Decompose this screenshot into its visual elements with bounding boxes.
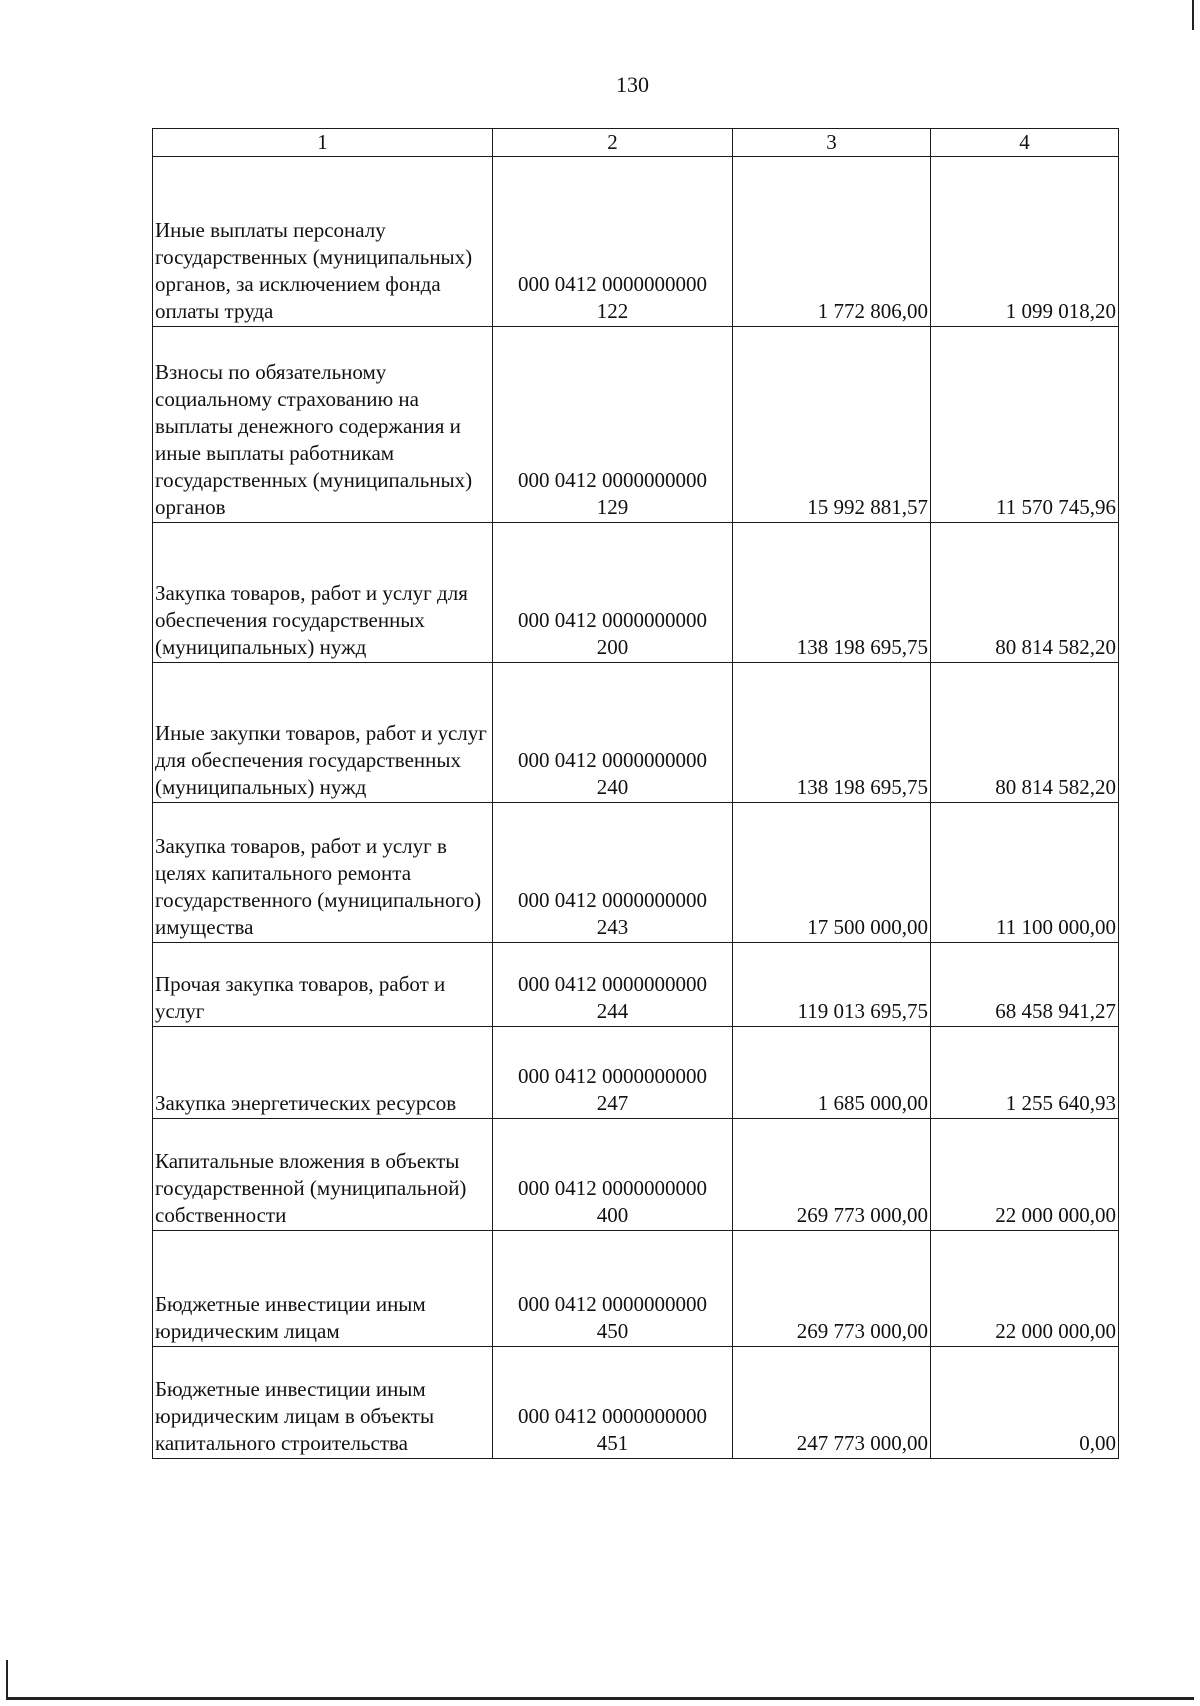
column-header-2: 2 bbox=[493, 129, 733, 157]
table-row bbox=[153, 1347, 1119, 1459]
code-main: 000 0412 0000000000 bbox=[518, 888, 707, 912]
table-row bbox=[153, 803, 1119, 943]
scan-edge-top bbox=[1192, 0, 1194, 30]
code-type: 451 bbox=[596, 1431, 629, 1455]
code-type: 450 bbox=[596, 1319, 629, 1343]
row-value-col4: 22 000 000,00 bbox=[931, 1119, 1119, 1231]
code-main: 000 0412 0000000000 bbox=[518, 1176, 707, 1200]
row-value-col3: 17 500 000,00 bbox=[733, 803, 931, 943]
row-value-col4: 11 570 745,96 bbox=[931, 327, 1119, 523]
row-value-col4: 80 814 582,20 bbox=[931, 523, 1119, 663]
table-row bbox=[153, 1231, 1119, 1347]
row-value-col3: 119 013 695,75 bbox=[733, 943, 931, 1027]
row-name: Иные выплаты персоналу государственных (муниципальных) органов, за исключением фонда оплаты труда bbox=[153, 157, 493, 327]
code-main: 000 0412 0000000000 bbox=[518, 468, 707, 492]
row-value-col3: 247 773 000,00 bbox=[733, 1347, 931, 1459]
code-type: 243 bbox=[596, 915, 629, 939]
column-header-4: 4 bbox=[931, 129, 1119, 157]
table-row bbox=[153, 943, 1119, 1027]
column-header-1: 1 bbox=[153, 129, 493, 157]
table-row bbox=[153, 663, 1119, 803]
code-type: 400 bbox=[596, 1203, 629, 1227]
row-code bbox=[493, 1027, 733, 1119]
code-type: 240 bbox=[596, 775, 629, 799]
row-code bbox=[493, 1119, 733, 1231]
row-value-col4: 1 255 640,93 bbox=[931, 1027, 1119, 1119]
row-name: Капитальные вложения в объекты государственной (муниципальной) собственности bbox=[153, 1119, 493, 1231]
row-code bbox=[493, 1347, 733, 1459]
row-name: Бюджетные инвестиции иным юридическим лицам в объекты капитального строительства bbox=[153, 1347, 493, 1459]
row-code bbox=[493, 1231, 733, 1347]
table-row bbox=[153, 523, 1119, 663]
row-value-col3: 15 992 881,57 bbox=[733, 327, 931, 523]
table-row bbox=[153, 1027, 1119, 1119]
scan-edge-left bbox=[6, 1660, 8, 1700]
code-type: 247 bbox=[596, 1091, 629, 1115]
row-name: Закупка товаров, работ и услуг в целях капитального ремонта государственного (муниципального) имущества bbox=[153, 803, 493, 943]
code-main: 000 0412 0000000000 bbox=[518, 1404, 707, 1428]
row-name: Взносы по обязательному социальному страхованию на выплаты денежного содержания и иные выплаты работникам государственных (муниципальных) органов bbox=[153, 327, 493, 523]
row-value-col4: 80 814 582,20 bbox=[931, 663, 1119, 803]
row-code bbox=[493, 803, 733, 943]
code-main: 000 0412 0000000000 bbox=[518, 972, 707, 996]
row-name: Бюджетные инвестиции иным юридическим лицам bbox=[153, 1231, 493, 1347]
scan-edge-bottom bbox=[6, 1697, 1194, 1700]
row-name: Закупка товаров, работ и услуг для обеспечения государственных (муниципальных) нужд bbox=[153, 523, 493, 663]
code-main: 000 0412 0000000000 bbox=[518, 748, 707, 772]
row-code bbox=[493, 157, 733, 327]
row-name: Иные закупки товаров, работ и услуг для обеспечения государственных (муниципальных) нужд bbox=[153, 663, 493, 803]
row-value-col3: 138 198 695,75 bbox=[733, 663, 931, 803]
row-value-col3: 269 773 000,00 bbox=[733, 1119, 931, 1231]
row-value-col4: 68 458 941,27 bbox=[931, 943, 1119, 1027]
code-main: 000 0412 0000000000 bbox=[518, 1292, 707, 1316]
code-main: 000 0412 0000000000 bbox=[518, 1064, 707, 1088]
page-number: 130 bbox=[616, 72, 649, 97]
table-row bbox=[153, 1119, 1119, 1231]
code-main: 000 0412 0000000000 bbox=[518, 608, 707, 632]
code-main: 000 0412 0000000000 bbox=[518, 272, 707, 296]
table-row bbox=[153, 327, 1119, 523]
budget-table bbox=[152, 128, 1119, 1459]
row-code bbox=[493, 663, 733, 803]
row-code bbox=[493, 523, 733, 663]
row-value-col3: 138 198 695,75 bbox=[733, 523, 931, 663]
code-type: 200 bbox=[596, 635, 629, 659]
row-value-col3: 1 772 806,00 bbox=[733, 157, 931, 327]
row-value-col4: 1 099 018,20 bbox=[931, 157, 1119, 327]
row-code bbox=[493, 327, 733, 523]
column-header-3: 3 bbox=[733, 129, 931, 157]
row-code bbox=[493, 943, 733, 1027]
table-header-row bbox=[153, 129, 1119, 157]
row-value-col4: 22 000 000,00 bbox=[931, 1231, 1119, 1347]
code-type: 244 bbox=[596, 999, 629, 1023]
row-name: Закупка энергетических ресурсов bbox=[153, 1027, 493, 1119]
table-row bbox=[153, 157, 1119, 327]
row-name: Прочая закупка товаров, работ и услуг bbox=[153, 943, 493, 1027]
row-value-col4: 11 100 000,00 bbox=[931, 803, 1119, 943]
row-value-col3: 1 685 000,00 bbox=[733, 1027, 931, 1119]
row-value-col3: 269 773 000,00 bbox=[733, 1231, 931, 1347]
code-type: 129 bbox=[596, 495, 629, 519]
code-type: 122 bbox=[596, 299, 629, 323]
row-value-col4: 0,00 bbox=[931, 1347, 1119, 1459]
